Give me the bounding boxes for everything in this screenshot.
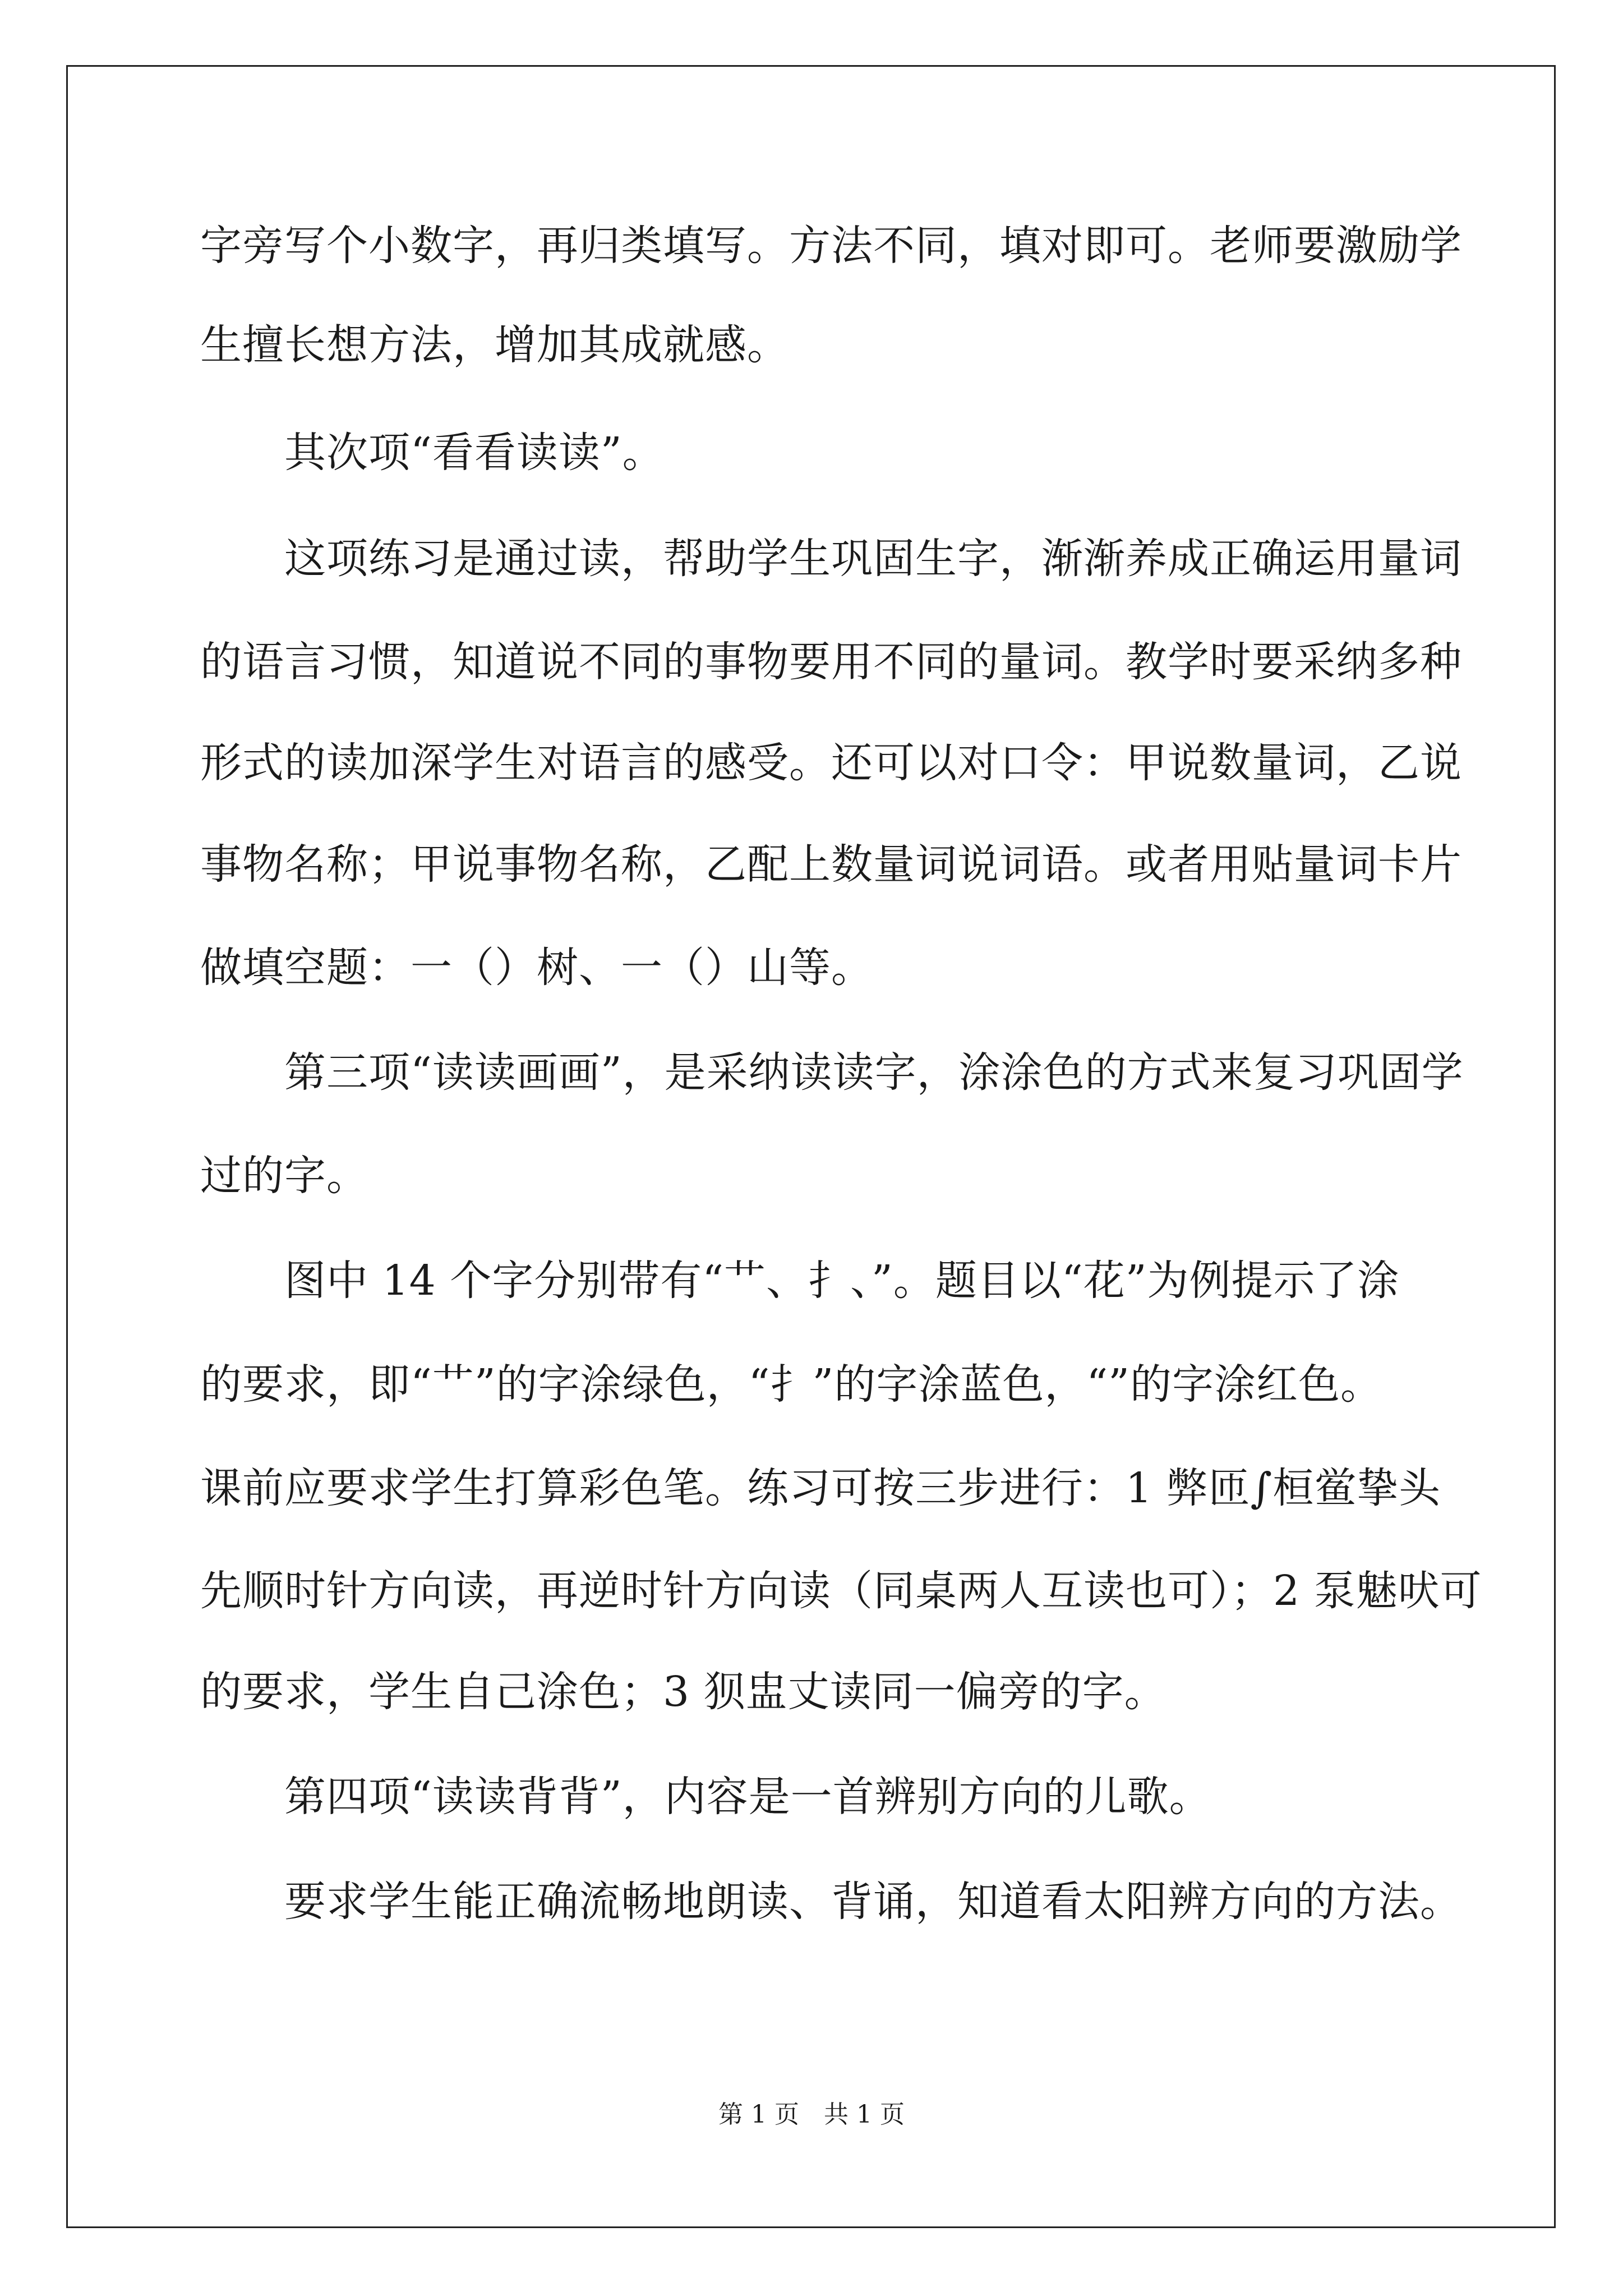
paragraph-line: 的要求，即“艹”的字涂绿色，“扌”的字涂蓝色，“”的字涂红色。	[200, 1360, 1382, 1409]
paragraph-line: 第三项“读读画画”，是采纳读读字，涂涂色的方式来复习巩固学	[200, 1048, 1464, 1097]
page-footer: 第 1 页 共 1 页	[718, 2100, 905, 2129]
paragraph-line: 形式的读加深学生对语言的感受。还可以对口令：甲说数量词，乙说	[200, 739, 1462, 787]
paragraph-line: 要求学生能正确流畅地朗读、背诵，知道看太阳辨方向的方法。	[200, 1878, 1462, 1926]
paragraph-line: 的语言习惯，知道说不同的事物要用不同的量词。教学时要采纳多种	[200, 638, 1462, 686]
paragraph-line: 课前应要求学生打算彩色笔。练习可按三步进行：1 弊匝∫桓鲎挚头	[200, 1464, 1441, 1512]
paragraph-line: 图中 14 个字分别带有“艹、扌、”。题目以“花”为例提示了涂	[200, 1257, 1400, 1305]
paragraph-line: 字旁写个小数字，再归类填写。方法不同，填对即可。老师要激励学	[200, 222, 1462, 270]
paragraph-line: 做填空题：一（）树、一（）山等。	[200, 944, 873, 992]
paragraph-line: 其次项“看看读读”。	[200, 429, 665, 477]
paragraph-line: 先顺时针方向读，再逆时针方向读（同桌两人互读也可）；2 泵魅吠可	[200, 1567, 1482, 1615]
paragraph-line: 第四项“读读背背”，内容是一首辨别方向的儿歌。	[200, 1773, 1211, 1821]
paragraph-line: 生擅长想方法，增加其成就感。	[200, 321, 789, 369]
paragraph-line: 这项练习是通过读，帮助学生巩固生字，渐渐养成正确运用量词	[200, 535, 1462, 583]
paragraph-line: 事物名称；甲说事物名称，乙配上数量词说词语。或者用贴量词卡片	[200, 840, 1462, 889]
paragraph-line: 过的字。	[200, 1152, 368, 1200]
paragraph-line: 的要求，学生自己涂色；3 狈盅丈读同一偏旁的字。	[200, 1668, 1166, 1716]
